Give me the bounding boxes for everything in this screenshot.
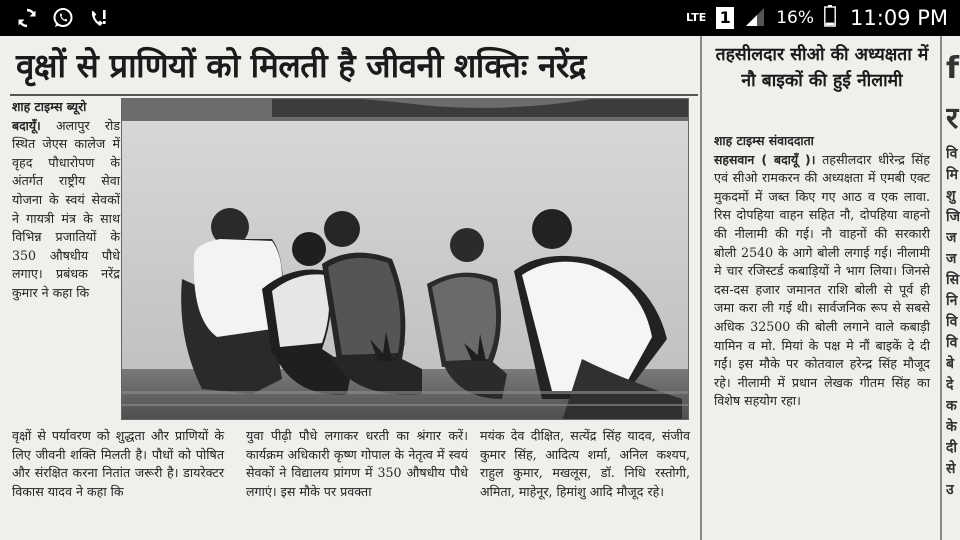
edge-fragment: सि xyxy=(946,272,960,288)
battery-percent: 16% xyxy=(776,8,815,28)
main-article-column-2 xyxy=(246,427,468,501)
edge-fragment: उ xyxy=(946,482,954,498)
edge-fragment: दे xyxy=(946,377,954,393)
sim-slot-icon: 1 xyxy=(716,7,734,29)
side-article-dateline: सहसवान ( बदायूँ )। xyxy=(714,151,816,167)
main-article-col1-text: अलापुर रोड स्थित जेएस कालेज में वृहद पौधारोपण के अंतर्गत राष्ट्रीय सेवा योजना के स्वयं सेवकों ने गायत्री मंत्र के साथ विभिन्न प्रजातियों के 350 औषधीय पौधे लगाए। प्रबंधक नरेंद्र कुमार ने कहा कि xyxy=(12,117,120,300)
main-article-headline: वृक्षों से प्राणियों को मिलती है जीवनी शक्तिः नरेंद्र xyxy=(16,46,586,85)
edge-fragment: के xyxy=(946,419,957,435)
side-article-text: तहसीलदार धीरेन्द्र सिंह एवं सीओ रामकरन की अध्यक्षता में एमबी एक्ट मुकदमों में जब्त किए गए आठ व एक लावा. रिस दोपहिया वाहन सहित नौ, दोपहिया वाहनो की नीलामी की गई। नौ वाहनों की सरकारी बोली 2540 के आगे बोली लगाई गई। नीलामी मे चार रजिस्टर्ड कबाड़ियों ने भाग लिया। जिनसे दस-दस हजार जमानत राशि बोली से पूर्व ही जमा करा ली गई थी। सार्वजनिक रूप से सबसे अधिक 32500 की बोली लगाने वाले कबाड़ी यामिन व मो. मियां के पक्ष मे नौं बाइकें दे दी गईं। इस मौके पर कोतवाल हरेन्द्र सिंह मौजूद रहे। नीलामी में प्रधान लेखक गीतम सिंह का विशेष सहयोग रहा। xyxy=(714,151,930,409)
main-article-col2-text: युवा पीढ़ी पौधे लगाकर धरती का श्रंगार करें। कार्यक्रम अधिकारी कृष्ण गोपाल के नेतृत्व में स्वयं सेवकों ने विद्यालय प्रांगण में 350 औषधीय पौधे लगाएं। इस मौके पर प्रवक्ता xyxy=(246,428,468,499)
sync-icon xyxy=(16,7,38,29)
cropped-adjacent-column xyxy=(946,44,960,501)
main-article-col1-bottom-text: वृक्षों से पर्यावरण को शुद्धता और प्राणियों के लिए जीवनी शक्ति मिलती है। पौधों को पोषित और संरक्षित करना नितांत जरूरी है। डायरेक्टर विकास यादव ने कहा कि xyxy=(12,428,224,499)
notification-icons xyxy=(16,6,110,30)
newspaper-page xyxy=(0,36,960,540)
edge-fragment: र xyxy=(946,101,959,136)
column-divider-right xyxy=(940,36,942,540)
side-article-byline: शाह टाइम्स संवाददाता xyxy=(714,133,814,148)
edge-fragment: नि xyxy=(946,293,958,309)
main-article-column-1 xyxy=(12,98,120,303)
edge-fragment: वि xyxy=(946,335,958,351)
edge-fragment: क xyxy=(946,398,957,414)
network-type-label: LTE xyxy=(686,11,707,24)
edge-fragment: वि xyxy=(946,146,958,162)
clock: 11:09 PM xyxy=(850,6,948,30)
signal-strength-icon xyxy=(744,5,766,31)
column-divider xyxy=(700,36,702,540)
edge-fragment: दी xyxy=(946,440,958,456)
status-bar xyxy=(0,0,960,36)
battery-icon xyxy=(824,5,836,31)
main-article-column-1-continued xyxy=(12,427,224,501)
edge-fragment: शु xyxy=(946,188,956,204)
main-article-byline: शाह टाइम्स ब्यूरो xyxy=(12,99,87,114)
side-article-body xyxy=(714,132,930,411)
edge-fragment: जि xyxy=(946,209,960,225)
system-status xyxy=(686,4,948,32)
main-article-column-3 xyxy=(480,427,690,501)
edge-fragment: वि xyxy=(946,314,958,330)
main-article-col3-text: मयंक देव दीक्षित, सत्येंद्र सिंह यादव, संजीव कुमार सिंह, आदित्य शर्मा, अनिल कश्यप, राहुल कुमार, मखलूस, डॉ. निधि रस्तोगी, अमिता, माहेनूर, हिमांशु आदि मौजूद रहे। xyxy=(480,428,690,499)
edge-fragment: f xyxy=(946,51,960,86)
edge-fragment: मि xyxy=(946,167,958,183)
edge-fragment: बे xyxy=(946,356,954,372)
tree-plantation-photo xyxy=(121,98,689,420)
side-article-headline: तहसीलदार सीओ की अध्यक्षता में नौ बाइकों की हुई नीलामी xyxy=(715,45,929,91)
missed-call-icon xyxy=(88,7,110,29)
whatsapp-icon xyxy=(52,7,74,29)
headline-divider xyxy=(10,94,698,96)
edge-fragment: ज xyxy=(946,251,957,267)
edge-fragment: से xyxy=(946,461,956,477)
main-article-dateline: बदायूँ। xyxy=(12,117,41,133)
edge-fragment: ज xyxy=(946,230,957,246)
